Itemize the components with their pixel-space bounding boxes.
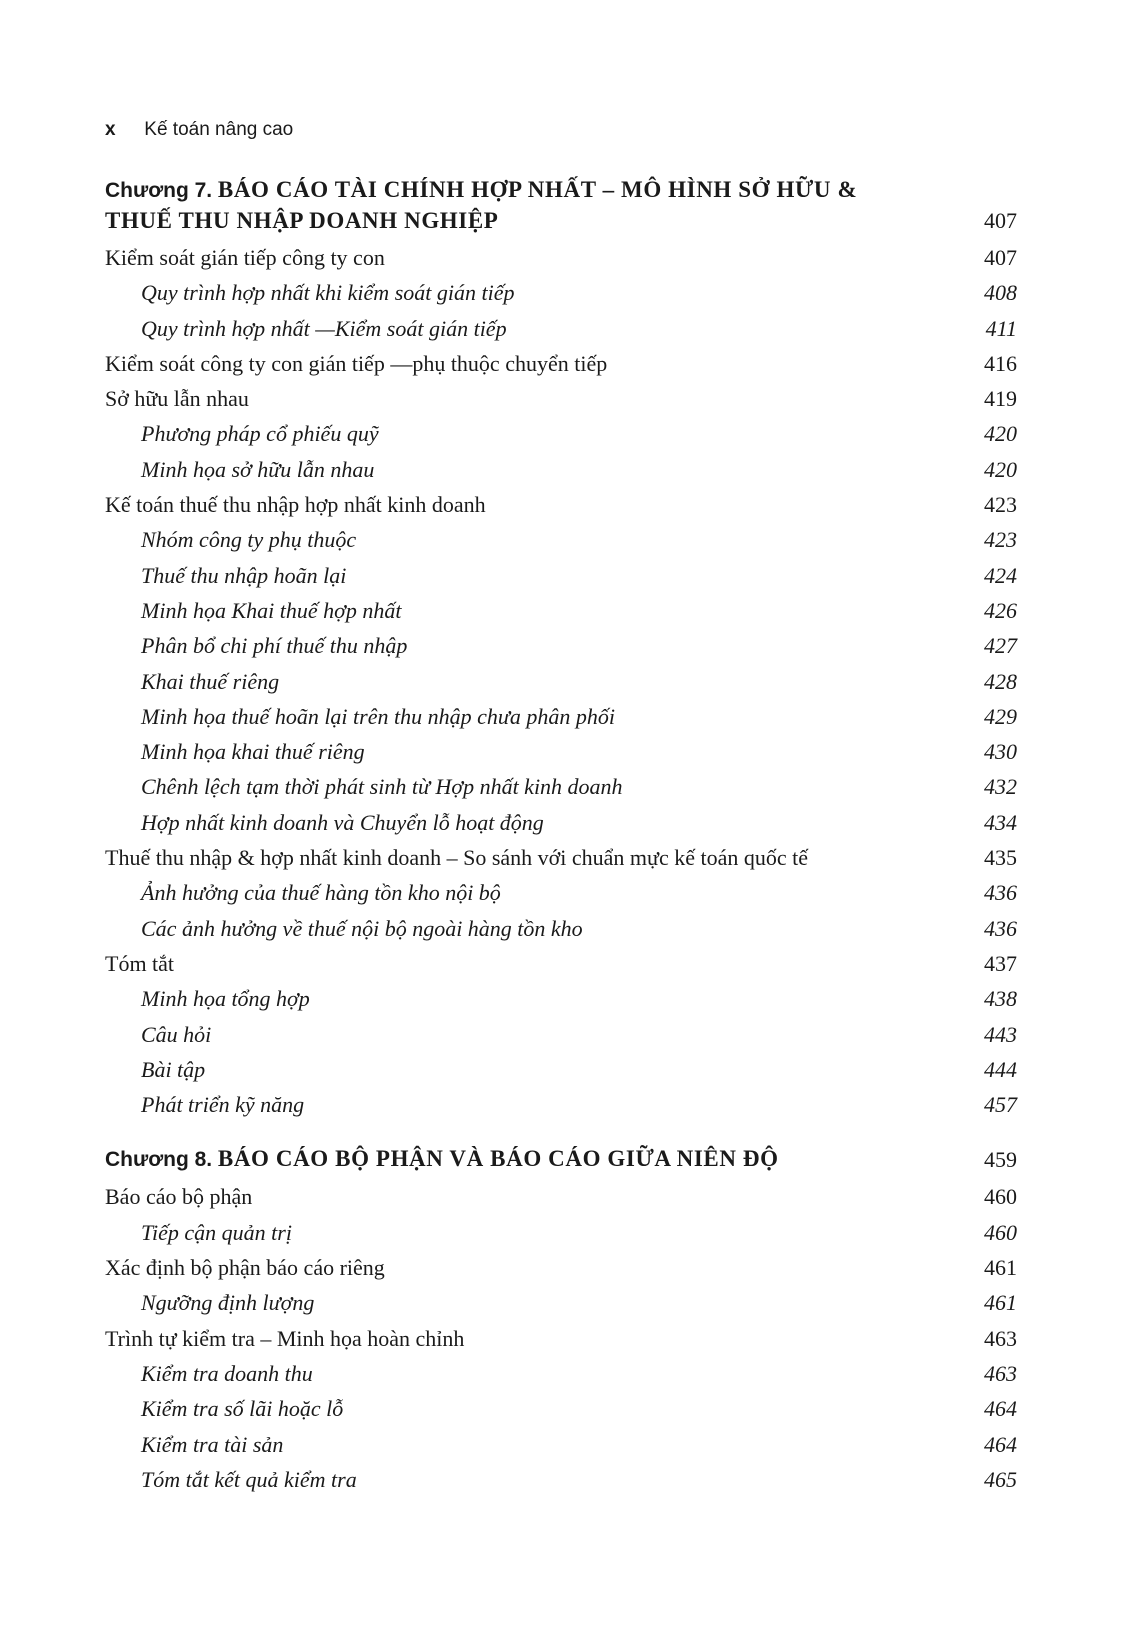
toc-subentry[interactable]: [105, 875, 1017, 910]
toc-subentry[interactable]: [105, 1285, 1017, 1320]
entry-page-number: 424: [984, 562, 1017, 588]
entry-page-number: 436: [984, 915, 1017, 941]
entry-title: Kiểm tra số lãi hoặc lỗ: [141, 1396, 344, 1422]
entry-page-number: 428: [984, 668, 1017, 694]
entry-title: Báo cáo bộ phận: [105, 1184, 253, 1210]
toc-entry[interactable]: [105, 1250, 1017, 1285]
entry-page-number: 432: [984, 774, 1017, 800]
entry-page-number: 437: [984, 950, 1017, 976]
entry-title: Xác định bộ phận báo cáo riêng: [105, 1255, 385, 1281]
entry-page-number: 438: [984, 986, 1017, 1012]
toc-entry[interactable]: [105, 487, 1017, 522]
entry-page-number: 426: [984, 597, 1017, 623]
toc-subentry[interactable]: [105, 805, 1017, 840]
entry-title: Phát triển kỹ năng: [141, 1092, 305, 1118]
toc-subentry[interactable]: [105, 1017, 1017, 1052]
entry-title: Nhóm công ty phụ thuộc: [141, 527, 357, 553]
toc-entry[interactable]: [105, 840, 1017, 875]
entry-page-number: 430: [984, 739, 1017, 765]
table-of-contents: [105, 175, 1017, 1497]
chapter-label: Chương 7.: [105, 179, 213, 202]
entry-page-number: 461: [984, 1255, 1017, 1281]
entry-title: Bài tập: [141, 1056, 206, 1082]
entry-page-number: 463: [984, 1325, 1017, 1351]
entry-title: Kiểm soát gián tiếp công ty con: [105, 245, 385, 270]
entry-title: Sở hữu lẫn nhau: [105, 386, 249, 412]
entry-title: Thuế thu nhập & hợp nhất kinh doanh – So sánh với chuẩn mực kế toán quốc tế: [105, 845, 809, 871]
entry-title: Tiếp cận quản trị: [141, 1219, 292, 1245]
toc-subentry[interactable]: [105, 628, 1017, 663]
entry-page-number: 435: [984, 845, 1017, 871]
entry-page-number: 463: [984, 1360, 1017, 1386]
chapter-title: BÁO CÁO TÀI CHÍNH HỢP NHẤT – MÔ HÌNH SỞ HỮU & THUẾ THU NHẬP DOANH NGHIỆP: [105, 177, 858, 233]
chapter-heading[interactable]: [105, 175, 1017, 236]
entry-page-number: 434: [984, 809, 1017, 835]
entry-page-number: 420: [984, 421, 1017, 447]
entry-page-number: 419: [984, 386, 1017, 412]
entry-title: Kế toán thuế thu nhập hợp nhất kinh doanh: [105, 492, 486, 518]
toc-subentry[interactable]: [105, 1462, 1017, 1497]
entry-page-number: 427: [984, 633, 1017, 659]
entry-page-number: 408: [984, 280, 1017, 306]
header-page-number: x: [105, 119, 116, 140]
entry-title: Các ảnh hưởng về thuế nội bộ ngoài hàng tồn kho: [141, 915, 583, 941]
toc-subentry[interactable]: [105, 452, 1017, 487]
entry-title: Kiểm tra doanh thu: [141, 1360, 313, 1386]
toc-subentry[interactable]: [105, 1215, 1017, 1250]
entry-title: Tóm tắt kết quả kiểm tra: [141, 1466, 357, 1492]
chapter-title: BÁO CÁO BỘ PHẬN VÀ BÁO CÁO GIỮA NIÊN ĐỘ: [217, 1146, 779, 1172]
toc-subentry[interactable]: [105, 1427, 1017, 1462]
entry-page-number: 411: [985, 315, 1017, 341]
entry-page-number: 416: [984, 350, 1017, 376]
toc-subentry[interactable]: [105, 275, 1017, 310]
entry-title: Minh họa tổng hợp: [141, 986, 310, 1012]
toc-subentry[interactable]: [105, 1087, 1017, 1122]
running-header: [105, 118, 293, 142]
entry-page-number: 465: [984, 1466, 1017, 1492]
toc-chapter: [105, 175, 1017, 1122]
entry-title: Phân bổ chi phí thuế thu nhập: [141, 633, 408, 659]
entry-title: Phương pháp cổ phiếu quỹ: [141, 421, 379, 447]
entry-title: Minh họa sở hữu lẫn nhau: [141, 456, 375, 482]
header-book-title: Kế toán nâng cao: [144, 119, 294, 140]
entry-page-number: 436: [984, 880, 1017, 906]
entry-title: Quy trình hợp nhất khi kiểm soát gián tiếp: [141, 280, 515, 306]
entry-title: Khai thuế riêng: [141, 668, 280, 694]
entry-page-number: 407: [984, 245, 1017, 270]
toc-entry[interactable]: [105, 1321, 1017, 1356]
chapter-label: Chương 8.: [105, 1148, 213, 1172]
toc-entry[interactable]: [105, 381, 1017, 416]
entry-page-number: 429: [984, 703, 1017, 729]
toc-subentry[interactable]: [105, 664, 1017, 699]
entry-page-number: 460: [984, 1219, 1017, 1245]
toc-entry[interactable]: [105, 240, 1017, 275]
entry-title: Quy trình hợp nhất —Kiểm soát gián tiếp: [141, 315, 507, 341]
toc-subentry[interactable]: [105, 593, 1017, 628]
entry-page-number: 464: [984, 1396, 1017, 1422]
toc-subentry[interactable]: [105, 1391, 1017, 1426]
entry-title: Ảnh hưởng của thuế hàng tồn kho nội bộ: [141, 880, 501, 906]
toc-entry[interactable]: [105, 946, 1017, 981]
toc-subentry[interactable]: [105, 1356, 1017, 1391]
entry-page-number: 444: [984, 1056, 1017, 1082]
toc-entry[interactable]: [105, 346, 1017, 381]
entry-title: Minh họa khai thuế riêng: [141, 739, 365, 765]
toc-subentry[interactable]: [105, 558, 1017, 593]
toc-subentry[interactable]: [105, 734, 1017, 769]
toc-subentry[interactable]: [105, 981, 1017, 1016]
entry-title: Hợp nhất kinh doanh và Chuyển lỗ hoạt động: [141, 809, 544, 835]
toc-subentry[interactable]: [105, 416, 1017, 451]
toc-subentry[interactable]: [105, 911, 1017, 946]
entry-title: Kiểm tra tài sản: [141, 1431, 284, 1457]
entry-page-number: 457: [984, 1092, 1017, 1118]
toc-subentry[interactable]: [105, 311, 1017, 346]
entry-title: Chênh lệch tạm thời phát sinh từ Hợp nhất kinh doanh: [141, 774, 623, 800]
entry-page-number: 460: [984, 1184, 1017, 1210]
entry-title: Câu hỏi: [141, 1021, 212, 1047]
toc-subentry[interactable]: [105, 769, 1017, 804]
entry-title: Trình tự kiểm tra – Minh họa hoàn chỉnh: [105, 1325, 465, 1351]
entry-title: Kiểm soát công ty con gián tiếp —phụ thuộc chuyển tiếp: [105, 350, 608, 376]
toc-entry[interactable]: [105, 1179, 1017, 1214]
entry-page-number: 461: [984, 1290, 1017, 1316]
entry-page-number: 423: [984, 527, 1017, 553]
entry-title: Thuế thu nhập hoãn lại: [141, 562, 347, 588]
entry-title: Minh họa thuế hoãn lại trên thu nhập chưa phân phối: [141, 703, 615, 729]
toc-subentry[interactable]: [105, 522, 1017, 557]
entry-title: Tóm tắt: [105, 950, 175, 976]
chapter-page-number: 459: [984, 1147, 1017, 1173]
toc-subentry[interactable]: [105, 699, 1017, 734]
entry-page-number: 420: [984, 456, 1017, 482]
entry-title: Minh họa Khai thuế hợp nhất: [141, 597, 402, 623]
chapter-page-number: 407: [984, 208, 1017, 233]
toc-chapter: [105, 1144, 1017, 1497]
entry-page-number: 464: [984, 1431, 1017, 1457]
entry-page-number: 423: [984, 492, 1017, 518]
chapter-heading[interactable]: [105, 1144, 1017, 1175]
entry-page-number: 443: [984, 1021, 1017, 1047]
toc-subentry[interactable]: [105, 1052, 1017, 1087]
entry-title: Ngưỡng định lượng: [141, 1290, 315, 1316]
